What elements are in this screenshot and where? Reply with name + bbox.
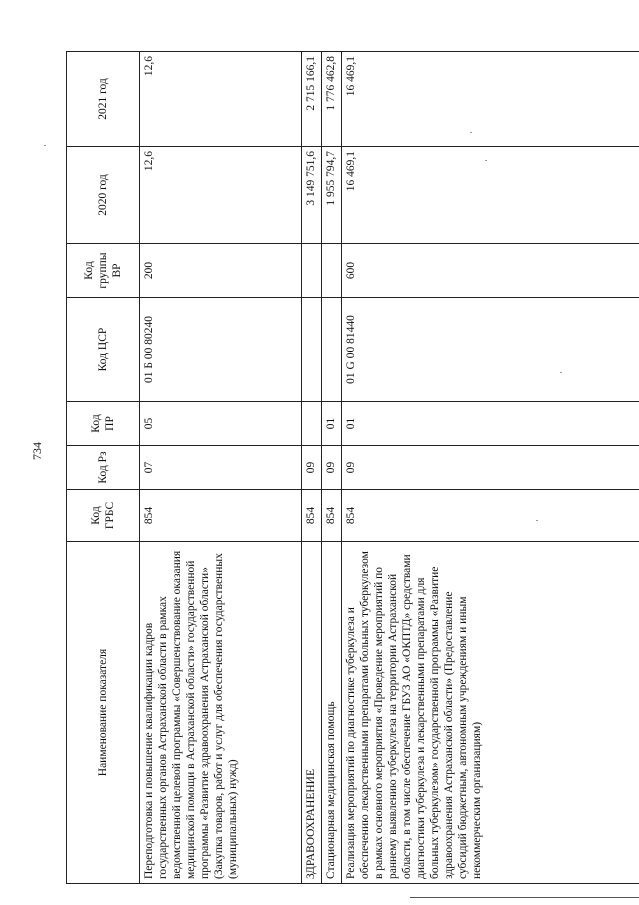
cell-rz: 07	[140, 446, 302, 490]
cell-name: Стационарная медицинская помощь	[322, 542, 342, 884]
header-name: Наименование показателя	[67, 542, 140, 884]
cell-2021: 2 715 166,1	[302, 52, 322, 147]
header-csr: Код ЦСР	[67, 298, 140, 402]
cell-csr	[322, 298, 342, 402]
cell-vr: 200	[140, 244, 302, 298]
header-2021: 2021 год	[67, 52, 140, 147]
cell-rz: 09	[342, 446, 639, 490]
cell-2021: 1 776 462,8	[322, 52, 342, 147]
header-vr: Код группы ВР	[67, 244, 140, 298]
cell-2021: 12,6	[140, 52, 302, 147]
header-rz: Код Рз	[67, 446, 140, 490]
scan-speck	[536, 520, 538, 521]
cell-pr: 01	[342, 402, 639, 446]
cell-pr	[302, 402, 322, 446]
table-row	[342, 52, 639, 884]
header-pr: Код ПР	[67, 402, 140, 446]
scan-speck	[44, 145, 46, 146]
header-grbs: Код ГРБС	[67, 490, 140, 542]
budget-table-rotated	[66, 52, 639, 884]
cell-grbs: 854	[322, 490, 342, 542]
cell-name: Переподготовка и повышение квалификации кадров государственных органов Астраханской области в рамках ведомственной целевой программы «Совершенствование оказания медицинской помощи в Астраханской области» государственной программы «Развитие здравоохранения Астраханской области» (Закупка товаров, работ и услуг для обеспечения государственных (муниципальных) нужд)	[140, 542, 302, 884]
cell-vr: 600	[342, 244, 639, 298]
table-header-row	[67, 52, 140, 884]
cell-rz: 09	[302, 446, 322, 490]
scan-speck	[560, 372, 562, 373]
cell-csr: 01 G 00 81440	[342, 298, 639, 402]
cell-csr: 01 Б 00 80240	[140, 298, 302, 402]
page-number: 734	[30, 442, 44, 460]
cell-vr	[322, 244, 342, 298]
cell-2020: 1 955 794,7	[322, 147, 342, 244]
scan-speck	[470, 132, 472, 133]
cell-2020: 3 149 751,6	[302, 147, 322, 244]
cell-rz: 09	[322, 446, 342, 490]
table-row	[322, 52, 342, 884]
table-row	[302, 52, 322, 884]
cell-name: Реализация мероприятий по диагностике туберкулеза и обеспечению лекарственными препаратами больных туберкулезом в рамках основного мероприятия «Проведение мероприятий по раннему выявлению туберкулеза на территории Астраханской области, в том числе обеспечение ГБУЗ АО «ОКПТД» средствами диагностики туберкулеза и лекарственными препаратами для больных туберкулезом» государственной программы «Развитие здравоохранения Астраханской области» (Предоставление субсидий бюджетным, автономным учреждениям и иным некоммерческим организациям)	[342, 542, 639, 884]
cell-2021: 16 469,1	[342, 52, 639, 147]
scan-edge-line	[410, 897, 639, 898]
cell-pr: 01	[322, 402, 342, 446]
cell-vr	[302, 244, 322, 298]
header-2020: 2020 год	[67, 147, 140, 244]
cell-2020: 16 469,1	[342, 147, 639, 244]
budget-table	[66, 51, 639, 884]
cell-grbs: 854	[140, 490, 302, 542]
scan-speck	[485, 160, 487, 161]
table-row	[140, 52, 302, 884]
cell-name: ЗДРАВООХРАНЕНИЕ	[302, 542, 322, 884]
cell-2020: 12,6	[140, 147, 302, 244]
cell-pr: 05	[140, 402, 302, 446]
cell-grbs: 854	[342, 490, 639, 542]
cell-csr	[302, 298, 322, 402]
cell-grbs: 854	[302, 490, 322, 542]
